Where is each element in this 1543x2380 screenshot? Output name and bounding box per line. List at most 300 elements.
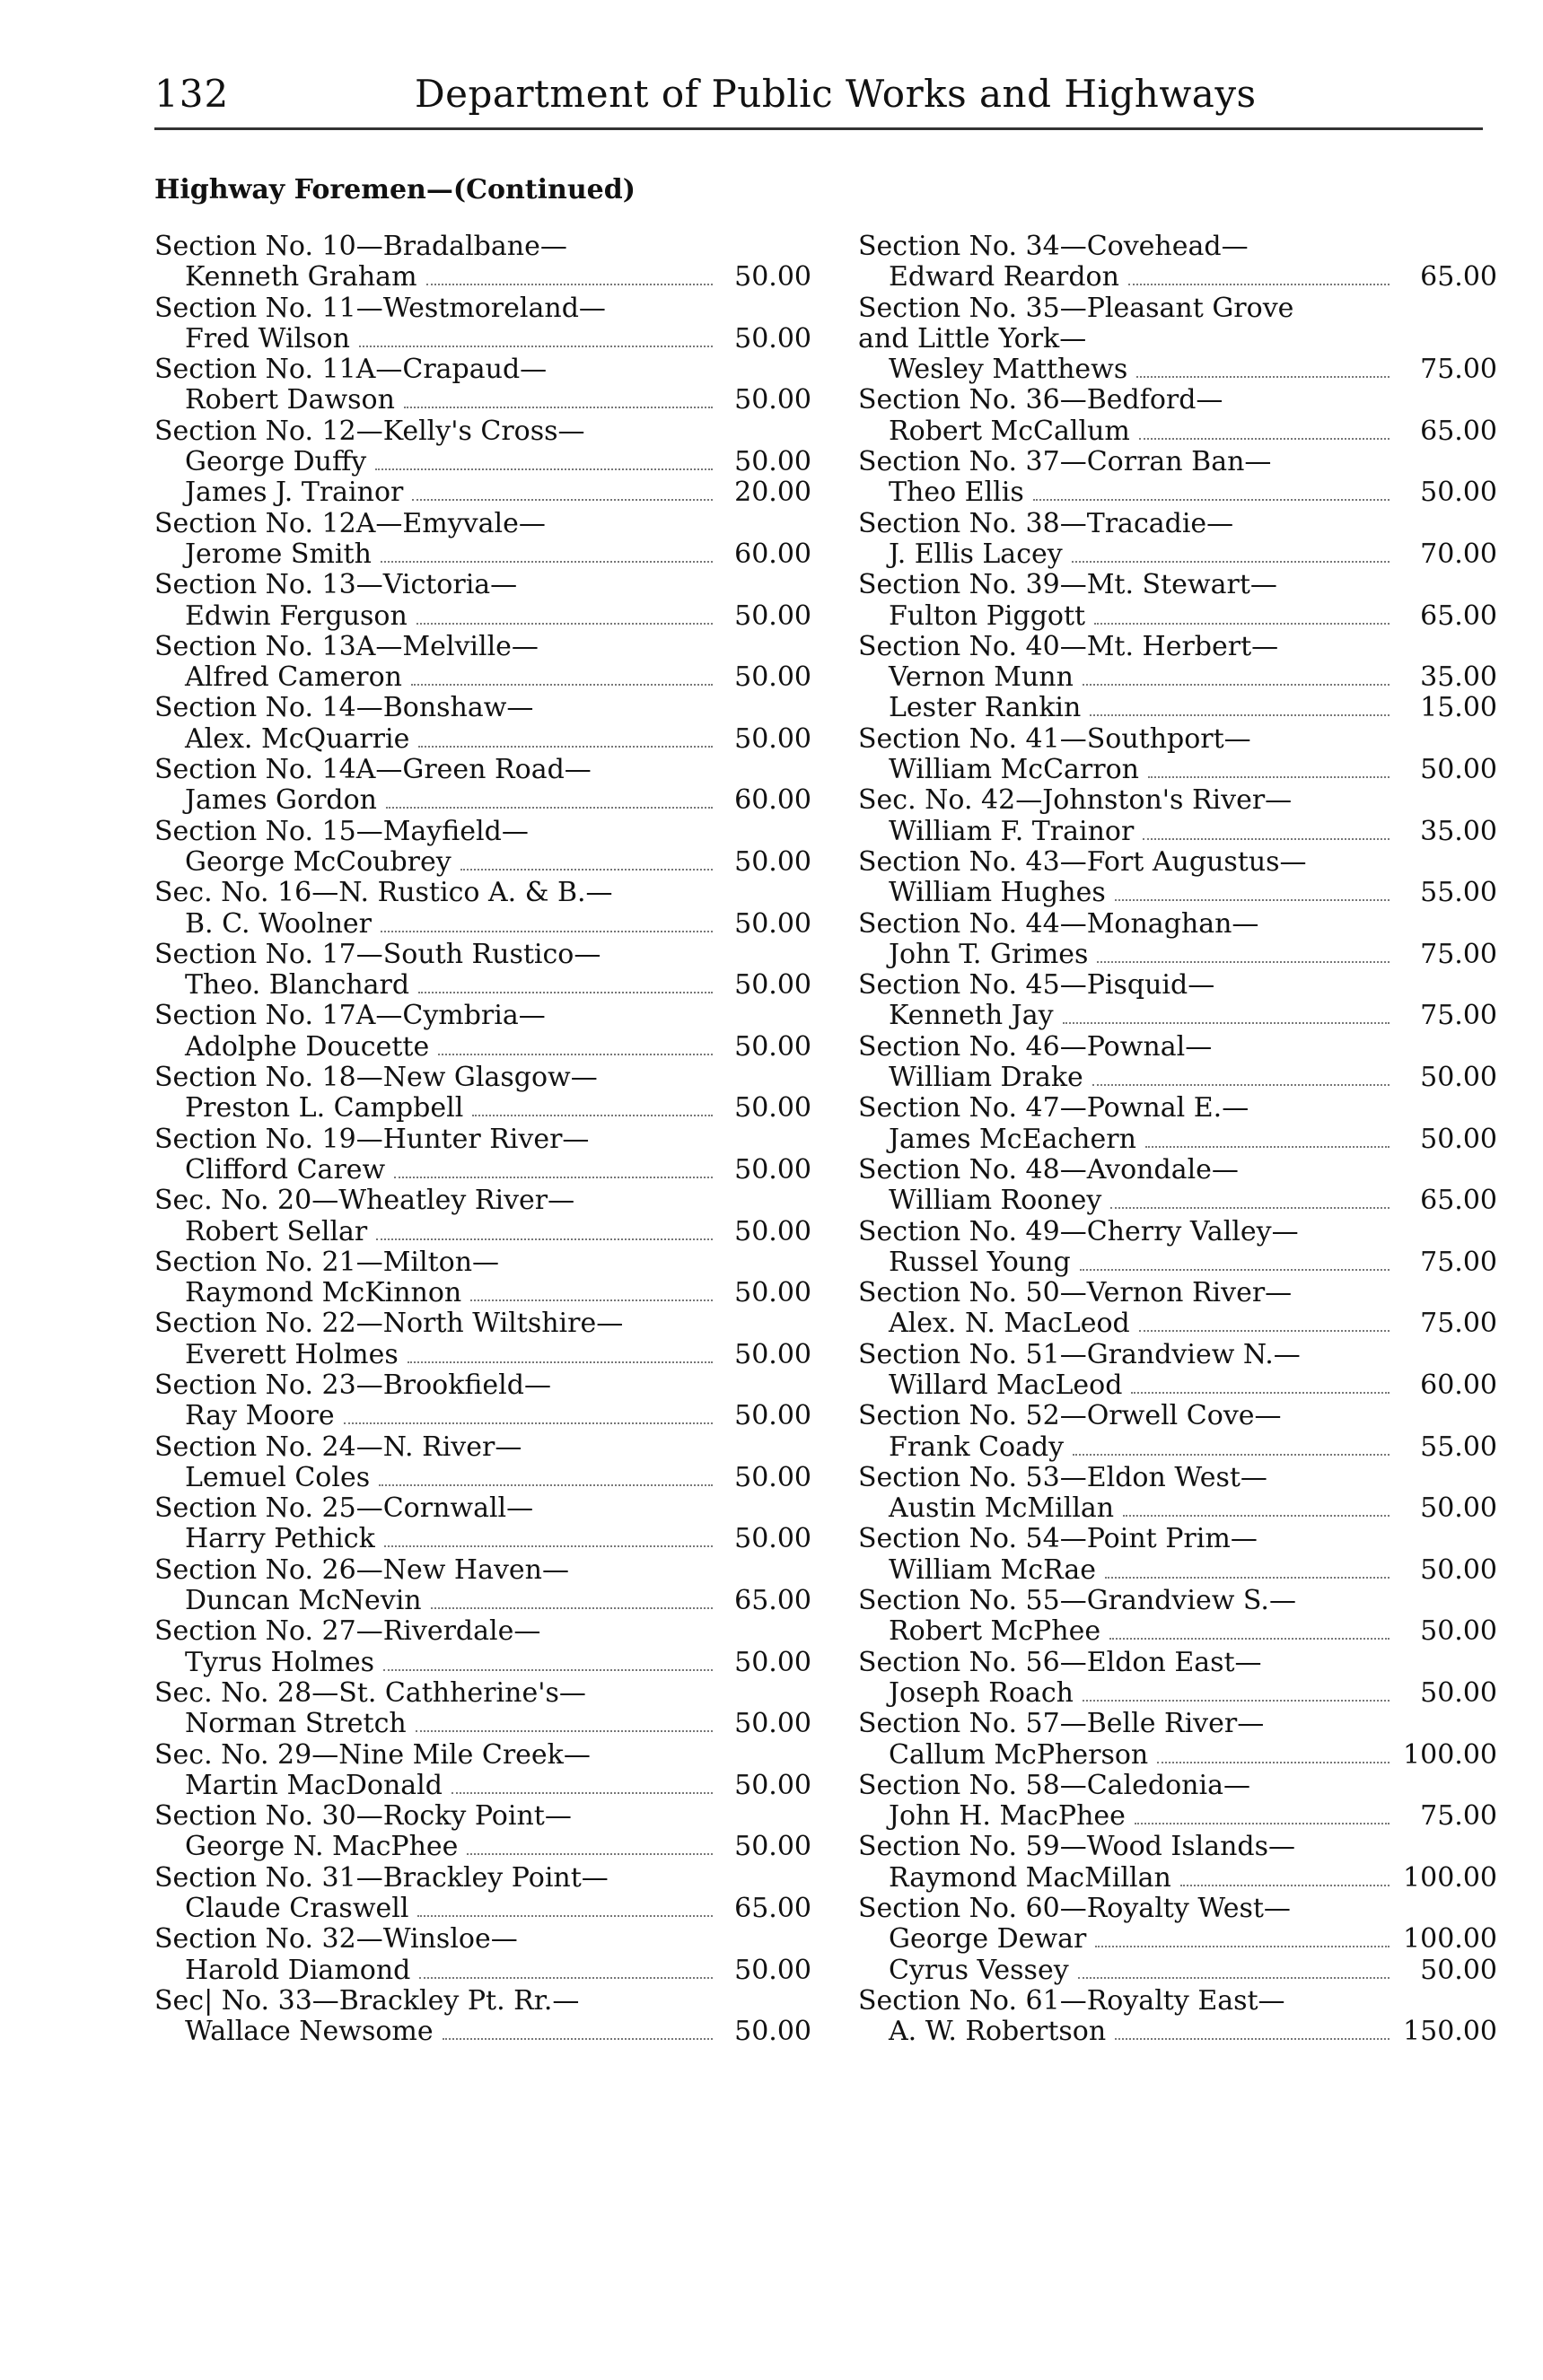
section-label: Section No. 12—Kelly's Cross— <box>154 415 585 447</box>
dot-leader <box>470 1299 713 1301</box>
section-row <box>858 1832 1497 1862</box>
amount: 50.00 <box>734 322 811 354</box>
dot-leader <box>344 1422 713 1424</box>
amount: 65.00 <box>1420 261 1497 293</box>
amount: 50.00 <box>1420 1062 1497 1094</box>
section-label: Section No. 59—Wood Islands— <box>858 1831 1296 1863</box>
section-label: Section No. 11—Westmoreland— <box>154 292 606 324</box>
dot-leader <box>431 1607 713 1609</box>
payee-row <box>858 477 1497 508</box>
payee-row <box>154 724 811 755</box>
payee-row <box>858 416 1497 447</box>
payee-row <box>154 1463 811 1493</box>
amount: 50.00 <box>734 1646 811 1678</box>
dot-leader <box>418 746 713 748</box>
section-row <box>858 570 1497 600</box>
payee-name: Raymond McKinnon <box>185 1277 462 1309</box>
dot-leader <box>452 1792 713 1794</box>
payee-row <box>858 1370 1497 1401</box>
payee-name: Norman Stretch <box>185 1708 407 1740</box>
section-label: Section No. 53—Eldon West— <box>858 1461 1267 1493</box>
section-row <box>858 1648 1497 1678</box>
dot-leader <box>1131 1392 1390 1394</box>
section-row <box>858 1524 1497 1554</box>
payee-name: Alex. N. MacLeod <box>889 1308 1130 1340</box>
section-label: Section No. 61—Royalty East— <box>858 1984 1285 2017</box>
amount: 50.00 <box>734 1215 811 1247</box>
dot-leader <box>1063 1022 1390 1024</box>
section-row <box>154 1924 811 1955</box>
section-label: Section No. 25—Cornwall— <box>154 1492 534 1525</box>
payee-name: Everett Holmes <box>185 1338 399 1370</box>
section-row <box>858 447 1497 477</box>
payee-name: Lester Rankin <box>889 692 1082 724</box>
amount: 50.00 <box>734 907 811 940</box>
dot-leader <box>1157 1762 1390 1763</box>
section-label: Section No. 48—Avondale— <box>858 1153 1239 1186</box>
payee-name: William Rooney <box>889 1185 1102 1217</box>
payee-name: Wesley Matthews <box>889 354 1128 386</box>
section-row <box>858 632 1497 662</box>
section-row <box>858 232 1497 262</box>
section-row <box>154 354 811 385</box>
amount: 50.00 <box>734 845 811 878</box>
payee-name: Edward Reardon <box>889 261 1119 293</box>
payee-row <box>858 539 1497 570</box>
amount: 150.00 <box>1403 2016 1497 2048</box>
section-row <box>154 1063 811 1093</box>
dot-leader <box>1115 899 1390 901</box>
section-label: Section No. 40—Mt. Herbert— <box>858 630 1279 662</box>
amount: 75.00 <box>1420 354 1497 386</box>
dot-leader <box>1097 961 1390 963</box>
payee-row <box>858 755 1497 785</box>
section-row <box>154 1432 811 1463</box>
section-label: Section No. 44—Monaghan— <box>858 907 1259 940</box>
section-label: Section No. 58—Caledonia— <box>858 1769 1250 1801</box>
payee-row <box>154 2017 811 2047</box>
amount: 50.00 <box>734 599 811 632</box>
dot-leader <box>1123 1515 1390 1517</box>
amount: 50.00 <box>734 1092 811 1124</box>
amount: 50.00 <box>734 1461 811 1493</box>
payee-name: Tyrus Holmes <box>185 1646 374 1678</box>
section-label: Section No. 26—New Haven— <box>154 1553 569 1586</box>
dot-leader <box>379 1484 713 1486</box>
dot-leader <box>438 1054 713 1055</box>
amount: 75.00 <box>1420 1308 1497 1340</box>
section-row <box>154 1247 811 1278</box>
payee-name: William F. Trainor <box>889 815 1135 847</box>
section-label: Section No. 55—Grandview S.— <box>858 1585 1296 1617</box>
payee-name: Vernon Munn <box>889 661 1074 694</box>
amount: 50.00 <box>1420 754 1497 786</box>
section-label: Section No. 30—Rocky Point— <box>154 1800 572 1833</box>
payee-name: James McEachern <box>889 1123 1136 1155</box>
section-label: Section No. 41—Southport— <box>858 722 1251 755</box>
dot-leader <box>394 1177 713 1178</box>
amount: 50.00 <box>734 1400 811 1432</box>
dot-leader <box>1135 1823 1390 1824</box>
dot-leader <box>467 1853 713 1855</box>
dot-leader <box>1080 1269 1390 1271</box>
section-row <box>154 1801 811 1832</box>
payee-name: Harry Pethick <box>185 1523 375 1555</box>
section-row <box>154 1308 811 1339</box>
section-label: Section No. 56—Eldon East— <box>858 1646 1262 1678</box>
dot-leader <box>1139 438 1390 440</box>
payee-row <box>858 1493 1497 1524</box>
section-row <box>154 1986 811 2017</box>
payee-row <box>154 385 811 416</box>
amount: 55.00 <box>1420 1431 1497 1463</box>
section-label: Sec| No. 33—Brackley Pt. Rr.— <box>154 1984 580 2017</box>
payee-name: Callum McPherson <box>889 1738 1149 1771</box>
payee-name: Claude Craswell <box>185 1893 409 1925</box>
payee-name: Robert Sellar <box>185 1215 368 1247</box>
payee-row <box>154 662 811 693</box>
section-label: Section No. 45—Pisquid— <box>858 969 1215 1002</box>
dot-leader <box>404 407 713 408</box>
dot-leader <box>1083 1700 1390 1702</box>
dot-leader <box>1073 1454 1390 1456</box>
dot-leader <box>1115 2038 1390 2040</box>
dot-leader <box>1136 376 1390 378</box>
section-label: Section No. 46—Pownal— <box>858 1030 1213 1063</box>
dot-leader <box>417 1915 713 1917</box>
section-row <box>858 385 1497 416</box>
payee-name: John H. MacPhee <box>889 1800 1126 1833</box>
section-row <box>154 693 811 723</box>
dot-leader <box>412 499 713 501</box>
section-row <box>154 293 811 324</box>
section-row <box>858 293 1497 324</box>
dot-leader <box>1094 623 1390 625</box>
payee-row <box>154 1956 811 1986</box>
payee-row <box>154 262 811 293</box>
payee-row <box>858 1432 1497 1463</box>
payee-name: Duncan McNevin <box>185 1585 422 1617</box>
payee-row <box>154 909 811 940</box>
payee-row <box>154 1894 811 1924</box>
payee-row <box>154 785 811 816</box>
amount: 60.00 <box>734 538 811 570</box>
section-row <box>154 1616 811 1647</box>
section-row <box>154 570 811 600</box>
amount: 50.00 <box>734 1831 811 1863</box>
section-label: Sec. No. 20—Wheatley River— <box>154 1185 575 1217</box>
section-label: Section No. 14—Bonshaw— <box>154 692 534 724</box>
payee-row <box>858 1124 1497 1155</box>
payee-row <box>154 1155 811 1186</box>
amount: 50.00 <box>734 969 811 1002</box>
payee-row <box>154 970 811 1001</box>
payee-name: Willard MacLeod <box>889 1369 1123 1401</box>
section-label: Section No. 19—Hunter River— <box>154 1123 590 1155</box>
payee-name: Edwin Ferguson <box>185 599 408 632</box>
dot-leader <box>472 1115 713 1116</box>
payee-row <box>154 1032 811 1063</box>
dot-leader <box>1180 1885 1390 1886</box>
section-label: Section No. 47—Pownal E.— <box>858 1092 1249 1124</box>
section-label: Section No. 31—Brackley Point— <box>154 1861 609 1894</box>
payee-name: Lemuel Coles <box>185 1461 371 1493</box>
amount: 100.00 <box>1403 1738 1497 1771</box>
payee-name: John T. Grimes <box>889 938 1089 970</box>
amount: 70.00 <box>1420 538 1497 570</box>
dot-leader <box>1145 1146 1390 1148</box>
section-row <box>154 1186 811 1216</box>
section-label: Section No. 24—N. River— <box>154 1431 522 1463</box>
payee-name: William McCarron <box>889 754 1139 786</box>
section-label: Section No. 38—Tracadie— <box>858 507 1234 539</box>
section-label: Section No. 37—Corran Ban— <box>858 446 1272 478</box>
dot-leader <box>376 1238 713 1240</box>
dot-leader <box>416 1730 713 1732</box>
section-row <box>154 1001 811 1031</box>
payee-row <box>858 940 1497 970</box>
section-label: Section No. 39—Mt. Stewart— <box>858 569 1277 601</box>
amount: 75.00 <box>1420 1000 1497 1032</box>
payee-row <box>858 1001 1497 1031</box>
section-row <box>154 1555 811 1586</box>
dot-leader <box>384 1545 713 1547</box>
amount: 50.00 <box>734 1030 811 1063</box>
dot-leader <box>426 284 713 285</box>
section-label: Section No. 12A—Emyvale— <box>154 507 546 539</box>
dot-leader <box>1033 499 1390 501</box>
amount: 75.00 <box>1420 1800 1497 1833</box>
section-row <box>858 509 1497 539</box>
section-row <box>154 755 811 785</box>
amount: 65.00 <box>734 1585 811 1617</box>
payee-name: Austin McMillan <box>889 1492 1115 1525</box>
section-row <box>154 1740 811 1771</box>
section-row <box>154 1493 811 1524</box>
section-label: Section No. 27—Riverdale— <box>154 1615 541 1648</box>
dot-leader <box>1078 1977 1390 1979</box>
dot-leader <box>1083 684 1390 686</box>
amount: 50.00 <box>734 1338 811 1370</box>
payee-name: George N. MacPhee <box>185 1831 459 1863</box>
payee-row <box>858 1186 1497 1216</box>
payee-name: Adolphe Doucette <box>185 1030 430 1063</box>
payee-row <box>154 1586 811 1616</box>
section-label: Section No. 15—Mayfield— <box>154 815 529 847</box>
amount: 50.00 <box>734 446 811 478</box>
amount: 75.00 <box>1420 938 1497 970</box>
amount: 65.00 <box>1420 415 1497 447</box>
payee-row <box>858 1555 1497 1586</box>
payee-name: George McCoubrey <box>185 845 452 878</box>
section-label: Section No. 22—North Wiltshire— <box>154 1308 624 1340</box>
amount: 50.00 <box>734 2016 811 2048</box>
dot-leader <box>1139 1330 1390 1332</box>
amount: 35.00 <box>1420 661 1497 694</box>
dot-leader <box>1072 561 1390 563</box>
dot-leader <box>1148 776 1390 778</box>
page-header <box>154 72 1483 126</box>
payee-row <box>858 1308 1497 1339</box>
section-row <box>858 1894 1497 1924</box>
section-row <box>858 1032 1497 1063</box>
payee-row <box>858 817 1497 847</box>
section-heading: Highway Foremen—(Continued) <box>154 174 636 206</box>
payee-row <box>858 662 1497 693</box>
section-label: Section No. 10—Bradalbane— <box>154 231 567 262</box>
section-row <box>858 909 1497 940</box>
payee-row <box>154 1832 811 1862</box>
payee-row <box>154 539 811 570</box>
payee-name: Clifford Carew <box>185 1153 386 1186</box>
dot-leader <box>1105 1577 1390 1579</box>
section-row <box>154 1124 811 1155</box>
section-label: and Little York— <box>858 322 1087 354</box>
payee-row <box>154 1217 811 1247</box>
payee-row <box>858 601 1497 632</box>
section-row <box>154 416 811 447</box>
payee-row <box>154 447 811 477</box>
section-label: Sec. No. 29—Nine Mile Creek— <box>154 1738 591 1771</box>
section-label: Section No. 21—Milton— <box>154 1246 500 1278</box>
section-label: Section No. 18—New Glasgow— <box>154 1062 598 1094</box>
amount: 50.00 <box>1420 477 1497 509</box>
payee-row <box>858 2017 1497 2047</box>
payee-name: Fulton Piggott <box>889 599 1086 632</box>
section-row <box>154 940 811 970</box>
dot-leader <box>1128 284 1390 285</box>
dot-leader <box>381 931 713 932</box>
payee-name: James J. Trainor <box>185 477 404 509</box>
payee-row <box>858 1801 1497 1832</box>
amount: 50.00 <box>1420 1676 1497 1709</box>
section-row <box>858 970 1497 1001</box>
payee-row <box>858 1863 1497 1894</box>
dot-leader <box>1092 1084 1390 1086</box>
section-row <box>154 632 811 662</box>
section-label: Section No. 54—Point Prim— <box>858 1523 1258 1555</box>
amount: 65.00 <box>1420 1185 1497 1217</box>
section-label: Section No. 43—Fort Augustus— <box>858 845 1307 878</box>
payee-name: James Gordon <box>185 784 377 817</box>
section-row <box>154 232 811 262</box>
payee-row <box>154 601 811 632</box>
dot-leader <box>1090 714 1390 716</box>
section-row <box>154 509 811 539</box>
section-row <box>858 1155 1497 1186</box>
payee-name: Cyrus Vessey <box>889 1954 1069 1986</box>
dot-leader <box>418 992 713 993</box>
payee-name: Robert McPhee <box>889 1615 1101 1648</box>
payee-row <box>154 847 811 878</box>
payee-name: Robert McCallum <box>889 415 1130 447</box>
running-title: Department of Public Works and Highways <box>415 72 1257 116</box>
payee-name: Ray Moore <box>185 1400 335 1432</box>
amount: 50.00 <box>734 1523 811 1555</box>
section-row <box>858 847 1497 878</box>
payee-name: George Duffy <box>185 446 367 478</box>
payee-name: Kenneth Graham <box>185 261 417 293</box>
section-row <box>154 817 811 847</box>
payee-row <box>858 1616 1497 1647</box>
section-label: Section No. 13A—Melville— <box>154 630 539 662</box>
section-row <box>858 724 1497 755</box>
payee-row <box>858 1063 1497 1093</box>
payee-name: William Hughes <box>889 877 1106 909</box>
payee-name: George Dewar <box>889 1923 1087 1956</box>
section-row <box>154 1678 811 1709</box>
dot-leader <box>460 869 713 871</box>
payee-row <box>858 262 1497 293</box>
section-label: Section No. 51—Grandview N.— <box>858 1338 1301 1370</box>
section-label: Section No. 34—Covehead— <box>858 231 1249 262</box>
payee-row <box>154 1278 811 1308</box>
payee-row <box>858 693 1497 723</box>
section-label: Section No. 13—Victoria— <box>154 569 518 601</box>
dot-leader <box>359 346 713 347</box>
payee-row <box>154 1093 811 1124</box>
amount: 50.00 <box>1420 1553 1497 1586</box>
payee-name: Preston L. Campbell <box>185 1092 464 1124</box>
section-row <box>154 878 811 908</box>
section-label: Sec. No. 16—N. Rustico A. & B.— <box>154 877 613 909</box>
payee-row <box>154 1648 811 1678</box>
section-label: Section No. 17A—Cymbria— <box>154 1000 546 1032</box>
section-label: Section No. 36—Bedford— <box>858 384 1223 416</box>
payee-name: Robert Dawson <box>185 384 395 416</box>
payee-row <box>858 354 1497 385</box>
section-row <box>858 1709 1497 1739</box>
payee-name: Wallace Newsome <box>185 2016 434 2048</box>
amount: 20.00 <box>734 477 811 509</box>
section-label: Section No. 60—Royalty West— <box>858 1893 1291 1925</box>
amount: 50.00 <box>734 1277 811 1309</box>
section-label: Section No. 50—Vernon River— <box>858 1277 1293 1309</box>
right-column <box>858 232 1497 2048</box>
amount: 35.00 <box>1420 815 1497 847</box>
amount: 100.00 <box>1403 1923 1497 1956</box>
amount: 65.00 <box>1420 599 1497 632</box>
dot-leader <box>1109 1638 1390 1640</box>
payee-name: J. Ellis Lacey <box>889 538 1063 570</box>
amount: 50.00 <box>734 1769 811 1801</box>
section-label: Section No. 17—South Rustico— <box>154 938 601 970</box>
section-label: Sec. No. 42—Johnston's River— <box>858 784 1293 817</box>
payee-name: Joseph Roach <box>889 1676 1074 1709</box>
header-rule <box>154 127 1483 130</box>
payee-name: Alfred Cameron <box>185 661 402 694</box>
section-label: Section No. 57—Belle River— <box>858 1708 1265 1740</box>
section-row <box>154 1863 811 1894</box>
payee-row <box>858 1247 1497 1278</box>
dot-leader <box>1095 1946 1390 1947</box>
payee-row <box>858 1956 1497 1986</box>
amount: 55.00 <box>1420 877 1497 909</box>
amount: 50.00 <box>734 1954 811 1986</box>
payee-name: Fred Wilson <box>185 322 350 354</box>
amount: 75.00 <box>1420 1246 1497 1278</box>
amount: 60.00 <box>1420 1369 1497 1401</box>
page-number: 132 <box>154 72 230 116</box>
amount: 50.00 <box>734 661 811 694</box>
section-row <box>858 785 1497 816</box>
section-row <box>154 1370 811 1401</box>
section-label: Section No. 14A—Green Road— <box>154 754 592 786</box>
dot-leader <box>408 1361 713 1363</box>
section-row <box>858 1986 1497 2017</box>
payee-name: Frank Coady <box>889 1431 1065 1463</box>
section-label: Section No. 49—Cherry Valley— <box>858 1215 1299 1247</box>
